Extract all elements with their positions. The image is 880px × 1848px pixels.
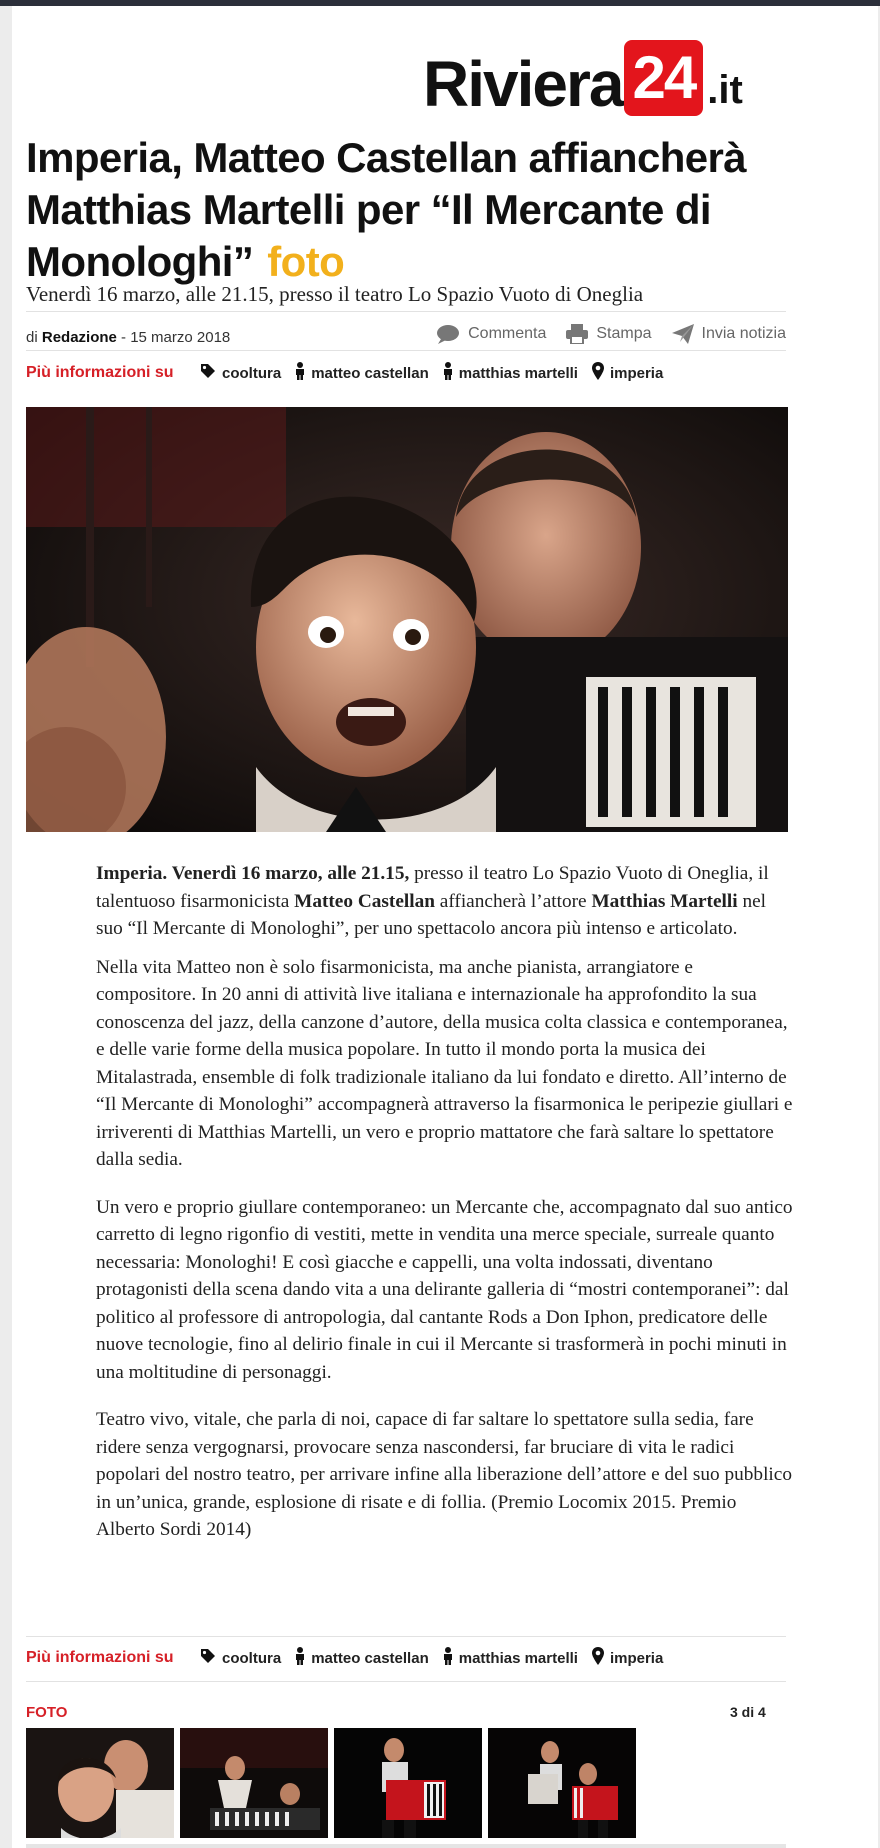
map-pin-icon [592,1647,604,1669]
paragraph-1 [96,860,796,943]
comment-label: Commenta [468,325,547,342]
paragraph-text: presso il teatro Lo Spazio Vuoto di Oneglia, il talentuoso fisarmonicista [96,863,769,912]
tag-icon [200,1648,216,1668]
tag-imperia[interactable] [592,1647,663,1669]
comment-button[interactable] [436,324,546,344]
author-link[interactable]: Redazione [41,329,117,346]
paper-plane-icon [672,324,694,344]
more-info-tags-bottom [26,1646,786,1670]
gallery-count: 3 di 4 [730,1704,766,1720]
article-body [96,860,796,1555]
title-text: Imperia, Matteo Castellan affiancherà Matthias Martelli per “Il Mercante di Monologhi” [26,134,747,285]
hero-photo[interactable] [26,407,788,832]
paragraph-text: affiancherà l’attore [434,890,592,912]
tag-label: imperia [609,364,664,382]
tag-matteo-castellan[interactable] [295,362,429,384]
send-news-label: Invia notizia [701,325,786,342]
logo-text: Riviera [423,48,623,120]
publish-date: - 15 marzo 2018 [121,329,231,346]
name-matteo: Matteo Castellan [294,890,435,912]
send-news-button[interactable] [672,324,787,344]
more-info-label: Più informazioni su [26,364,174,381]
tag-matthias-martelli[interactable] [443,1647,578,1669]
byline-prefix: di [26,329,38,346]
page [12,6,878,1848]
gallery-thumb-4[interactable] [488,1728,636,1838]
gallery-thumb-1[interactable] [26,1728,174,1838]
tag-label: matthias martelli [458,364,578,382]
paragraph-3: Un vero e proprio giullare contemporaneo: un Mercante che, accompagnato dal suo antico carretto di legno rigonfio di vestiti, mette in vendita una merce speciale, surreale quanto necessaria: Monologhi! E così giacche e cappelli, una volta indossati, diventano protagonisti della scena dando vita a una delirante galleria di “mostri contemporanei”: dal politico al professore di antropologia, dal cantante Rods a Don Iphon, predicatore delle nuove tecnologie, fino al delirio finale in cui il Mercante si trasformerà in pochi minuti in una moltitudine di personaggi. [96,1196,793,1383]
bottom-divider [26,1844,786,1848]
tag-cooltura[interactable] [200,363,281,383]
gallery-thumb-3[interactable] [334,1728,482,1838]
gallery-thumb-2[interactable] [180,1728,328,1838]
more-info-label: Più informazioni su [26,1649,174,1666]
tag-matthias-martelli[interactable] [443,362,578,384]
person-icon [443,362,453,384]
divider [26,350,786,351]
article-title [26,132,786,288]
tag-label: matthias martelli [458,1649,578,1667]
paragraph-2: Nella vita Matteo non è solo fisarmonicista, ma anche pianista, arrangiatore e compositore. In 20 anni di attività live italiana e internazionale ha approfondito la sua conoscenza del jazz, della canzone d’autore, della musica colta classica e contemporanea, e delle varie forme della musica popolare. In tutto il mondo porta la musica dei Mitalastrada, ensemble di folk tradizionale italiano da lui fondato e diretto. All’interno de “Il Mercante di Monologhi” accompagnerà attraverso la fisarmonica le peripezie giullari e irriverenti di Matthias Martelli, un vero e proprio mattatore che farà saltare lo spettatore dalla sedia. [96,956,793,1170]
print-button[interactable] [566,324,651,344]
tag-icon [200,363,216,383]
tag-imperia[interactable] [592,362,663,384]
tag-matteo-castellan[interactable] [295,1647,429,1669]
map-pin-icon [592,362,604,384]
speech-bubble-icon [436,324,460,344]
paragraph-4: Teatro vivo, vitale, che parla di noi, capace di far saltare lo spettatore sulla sedia, fare ridere senza vergognarsi, provocare senza nascondersi, far bruciare di vita le radici popolari del nostro teatro, per arrivare infine alla liberazione dell’attore e del suo pubblico in un’unica, grande, esplosione di risate e di follia. (Premio Locomix 2015. Premio Alberto Sordi 2014) [96,1409,792,1540]
lead-location: Imperia. Venerdì 16 marzo, alle 21.15, [96,863,410,884]
tag-label: cooltura [222,1649,282,1667]
logo-number: 24 [624,40,703,116]
name-matthias: Matthias Martelli [591,890,738,912]
article-actions [436,324,786,344]
gallery-label: FOTO [26,1704,68,1721]
article-subtitle: Venerdì 16 marzo, alle 21.15, presso il teatro Lo Spazio Vuoto di Oneglia [26,282,644,306]
person-icon [443,1647,453,1669]
more-info-tags-top [26,361,786,385]
print-label: Stampa [596,325,652,342]
divider [26,1681,786,1682]
tag-cooltura[interactable] [200,1648,281,1668]
tag-label: cooltura [222,364,282,382]
tag-label: imperia [609,1649,664,1667]
person-icon [295,362,305,384]
gallery-thumbnails [26,1728,636,1838]
paragraph-text: nel suo “Il Mercante di Monologhi”, per uno spettacolo ancora più intenso e articolato. [96,890,767,939]
divider [26,311,786,312]
divider [26,1636,786,1637]
person-icon [295,1647,305,1669]
tag-label: matteo castellan [311,1649,429,1667]
byline [26,329,230,346]
site-logo[interactable] [423,28,743,120]
logo-domain: .it [707,68,743,112]
tag-label: matteo castellan [311,364,429,382]
printer-icon [566,324,588,344]
foto-tag[interactable]: foto [267,238,345,285]
